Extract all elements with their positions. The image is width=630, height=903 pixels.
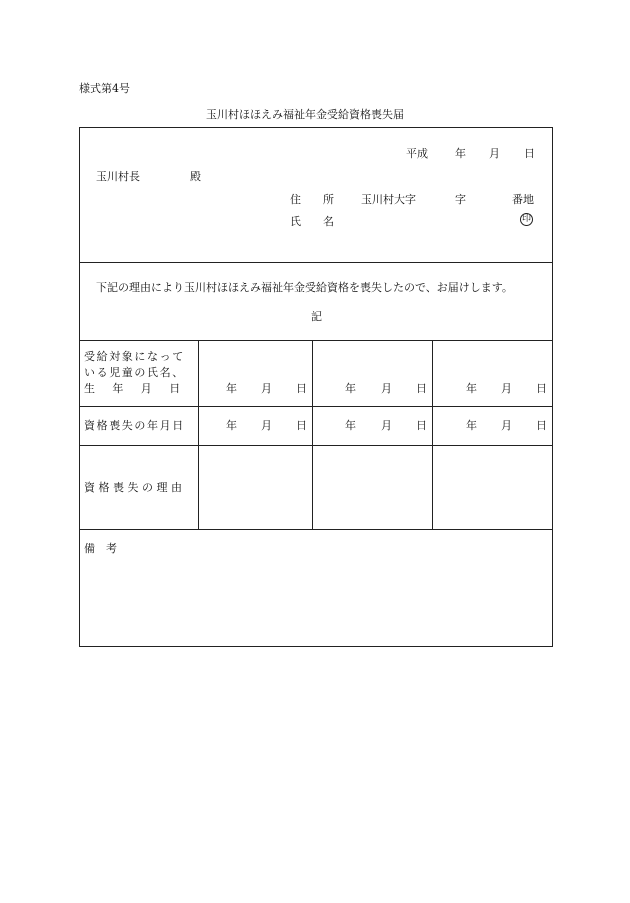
divider-row2: [79, 445, 553, 446]
month-label: 月: [261, 382, 272, 395]
address-value: 玉川村大字: [361, 193, 416, 206]
addressee-name: 玉川村長: [96, 170, 140, 183]
day-label: 日: [296, 419, 307, 432]
seal-mark: 印: [521, 214, 531, 224]
statement-text: 下記の理由により玉川村ほほえみ福祉年金受給資格を喪失したので、お届けします。: [96, 281, 513, 294]
row2-label: 資格喪失の年月日: [84, 419, 185, 432]
day-label: 日: [416, 382, 427, 395]
form-title: 玉川村ほほえみ福祉年金受給資格喪失届: [206, 108, 404, 121]
date-year: 年: [455, 147, 466, 160]
day-label: 日: [416, 419, 427, 432]
divider-statement: [79, 340, 553, 341]
table-col-line-3: [432, 340, 433, 529]
date-day: 日: [524, 147, 535, 160]
table-col-line-2: [312, 340, 313, 529]
year-label: 年: [466, 419, 477, 432]
month-label: 月: [381, 382, 392, 395]
address-label: 住 所: [290, 193, 334, 206]
day-label: 日: [536, 382, 547, 395]
row3-label: 資 格 喪 失 の 理 由: [84, 481, 182, 494]
addressee-honorific: 殿: [190, 170, 201, 183]
month-label: 月: [261, 419, 272, 432]
row1-label-line2: いる児童の氏名、: [84, 366, 185, 379]
form-number: 様式第4号: [79, 82, 130, 95]
year-label: 年: [226, 382, 237, 395]
remarks-label: 備 考: [84, 542, 117, 555]
year-label: 年: [345, 419, 356, 432]
row1-date-col2: [312, 382, 427, 395]
row2-date-col1: [198, 420, 308, 432]
day-label: 日: [296, 382, 307, 395]
row1-label-line3: 生 年 月 日: [84, 382, 184, 395]
month-label: 月: [501, 382, 512, 395]
address-banchi: 番地: [512, 193, 534, 206]
date-era: 平成: [406, 147, 428, 160]
divider-row3: [79, 529, 553, 530]
ki-mark: 記: [311, 310, 322, 323]
row2-date-col2: [312, 419, 427, 432]
year-label: 年: [466, 382, 477, 395]
row1-date-col3: [432, 382, 547, 395]
date-month: 月: [489, 147, 500, 160]
divider-row1: [79, 406, 553, 407]
row2-date-col3: [432, 419, 547, 432]
month-label: 月: [381, 419, 392, 432]
year-label: 年: [226, 419, 237, 432]
month-label: 月: [501, 419, 512, 432]
row1-date-col1: [198, 383, 308, 395]
name-label: 氏 名: [290, 215, 334, 228]
table-col-line-1: [198, 340, 199, 529]
row1-label-line1: 受給対象になって: [84, 350, 185, 363]
address-aza: 字: [455, 193, 466, 206]
day-label: 日: [536, 419, 547, 432]
year-label: 年: [345, 382, 356, 395]
divider-header: [79, 262, 553, 263]
